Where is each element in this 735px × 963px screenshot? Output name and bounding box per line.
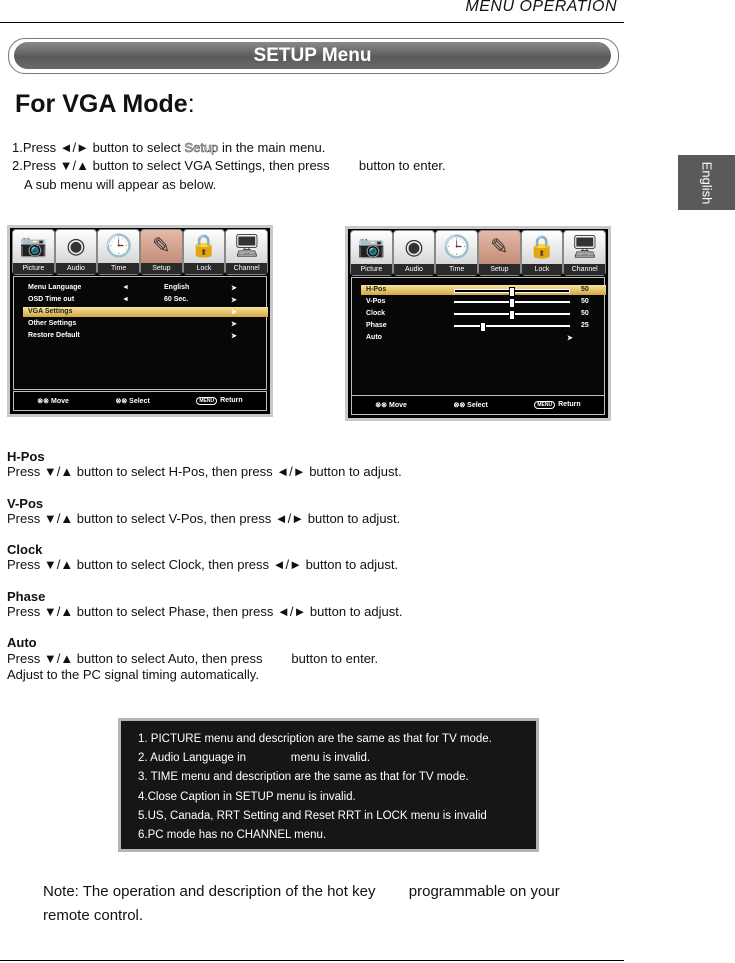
right-arrow-icon: ➤ — [231, 285, 237, 292]
language-tab: English — [678, 155, 735, 210]
menu-osd-value: 60 Sec. — [164, 296, 189, 303]
lock-icon: 🔒 — [528, 234, 556, 259]
clock-value: 50 — [581, 310, 589, 317]
section-title-clock: Clock — [7, 542, 43, 557]
camera-icon: 📷 — [19, 233, 48, 258]
menu-item-language[interactable]: Menu Language — [28, 284, 82, 291]
vpos-slider[interactable] — [454, 301, 570, 303]
hpos-slider[interactable] — [454, 289, 570, 293]
tab-audio[interactable]: ◉ Audio — [393, 230, 436, 276]
tab-channel[interactable]: 🖥 Channel — [225, 229, 268, 275]
nav-updown-icon: ⊗⊗ — [37, 398, 51, 405]
section-body-auto: Press ▼/▲ button to select Auto, then press button to enter. — [7, 651, 379, 666]
menu-tab-row — [12, 229, 268, 275]
section-body-phase: Press ▼/▲ button to select Phase, then press ◄/► button to adjust. — [7, 604, 403, 619]
menu-item-hpos[interactable]: H-Pos — [366, 286, 387, 293]
note-line-6: 6.PC mode has no CHANNEL menu. — [138, 829, 327, 841]
footer-rule — [0, 960, 624, 961]
slider-knob[interactable] — [480, 322, 486, 332]
right-arrow-icon: ➤ — [231, 297, 237, 304]
monitor-icon: 🖥 — [570, 234, 599, 259]
setup-icon: ✎ — [490, 234, 509, 259]
note-line-2: 2. Audio Language in menu is invalid. — [138, 752, 371, 764]
section-body-clock: Press ▼/▲ button to select Clock, then press ◄/► button to adjust. — [7, 557, 399, 572]
menu-item-other-settings[interactable]: Other Settings — [28, 320, 77, 327]
menu-footer: ⊗⊗ Move ⊗⊗ Select MENU Return — [13, 391, 267, 411]
menu-item-vga-settings[interactable]: VGA Settings — [28, 308, 73, 315]
vpos-value: 50 — [581, 298, 589, 305]
menu-item-osd-timeout[interactable]: OSD Time out — [28, 296, 75, 303]
section-title-auto: Auto — [7, 635, 37, 650]
clock-icon: 🕒 — [442, 234, 471, 259]
menu-item-auto[interactable]: Auto — [366, 334, 382, 341]
vga-settings-list — [351, 277, 605, 396]
section-title-phase: Phase — [7, 589, 46, 604]
section-body-auto-2: Adjust to the PC signal timing automatically. — [7, 667, 259, 682]
menu-language-value: English — [164, 284, 190, 291]
menu-footer: ⊗⊗ Move ⊗⊗ Select MENU Return — [351, 395, 605, 415]
tab-channel[interactable]: 🖥 Channel — [563, 230, 606, 276]
menu-item-vpos[interactable]: V-Pos — [366, 298, 386, 305]
note-line-4: 4.Close Caption in SETUP menu is invalid. — [138, 791, 356, 803]
page-header: MENU OPERATION — [465, 0, 617, 15]
note-line-1: 1. PICTURE menu and description are the same as that for TV mode. — [138, 733, 492, 745]
note-line-5: 5.US, Canada, RRT Setting and Reset RRT in LOCK menu is invalid — [138, 810, 487, 822]
step-note: A sub menu will appear as below. — [24, 177, 217, 192]
nav-leftright-icon: ⊗⊗ — [453, 402, 468, 409]
section-title-vpos: V-Pos — [7, 496, 44, 511]
clock-icon: 🕒 — [104, 233, 133, 258]
setup-menu-screen — [7, 225, 273, 417]
tab-lock[interactable]: 🔒 Lock — [521, 230, 564, 276]
monitor-icon: 🖥 — [232, 233, 261, 258]
setup-menu-list — [13, 276, 267, 390]
step-2: 2.Press ▼/▲ button to select VGA Settings, then press button to enter. — [12, 158, 446, 173]
tab-picture[interactable]: 📷 Picture — [350, 230, 393, 276]
menu-item-phase[interactable]: Phase — [366, 322, 387, 329]
clock-slider[interactable] — [454, 313, 570, 315]
nav-updown-icon: ⊗⊗ — [375, 402, 389, 409]
right-arrow-icon: ➤ — [567, 335, 573, 342]
right-arrow-icon: ➤ — [231, 333, 237, 340]
vga-settings-screen — [345, 226, 611, 421]
menu-item-clock[interactable]: Clock — [366, 310, 386, 317]
phase-value: 25 — [581, 322, 589, 329]
notes-box — [118, 718, 539, 852]
section-title-hpos: H-Pos — [7, 449, 45, 464]
left-arrow-icon: ◄ — [122, 284, 129, 291]
header-rule — [0, 22, 624, 23]
left-arrow-icon: ◄ — [122, 296, 129, 303]
note-line-3: 3. TIME menu and description are the same as that for TV mode. — [138, 771, 469, 783]
speaker-icon: ◉ — [404, 234, 424, 259]
section-body-vpos: Press ▼/▲ button to select V-Pos, then press ◄/► button to adjust. — [7, 511, 401, 526]
right-arrow-icon: ➤ — [231, 309, 237, 316]
tab-time[interactable]: 🕒 Time — [97, 229, 140, 275]
slider-knob[interactable] — [509, 310, 515, 320]
vga-mode-title: For VGA Mode: — [15, 90, 195, 118]
speaker-icon: ◉ — [66, 233, 86, 258]
tab-setup[interactable]: ✎ Setup — [478, 230, 521, 276]
menu-tab-row — [350, 230, 606, 276]
step-1: 1.Press ◄/► button to select Setup in the main menu. — [12, 140, 326, 155]
slider-knob[interactable] — [509, 298, 515, 308]
hotkey-note: Note: The operation and description of the hot key programmable on your remote control. — [43, 883, 560, 924]
section-body-hpos: Press ▼/▲ button to select H-Pos, then press ◄/► button to adjust. — [7, 464, 402, 479]
setup-icon: ✎ — [152, 233, 171, 258]
menu-key-icon: MENU — [534, 401, 555, 409]
phase-slider[interactable] — [454, 325, 570, 327]
tab-audio[interactable]: ◉ Audio — [55, 229, 98, 275]
section-banner: SETUP Menu — [14, 42, 611, 69]
lock-icon: 🔒 — [190, 233, 218, 258]
right-arrow-icon: ➤ — [231, 321, 237, 328]
tab-setup[interactable]: ✎ Setup — [140, 229, 183, 275]
tab-time[interactable]: 🕒 Time — [435, 230, 478, 276]
slider-knob[interactable] — [509, 287, 515, 297]
tab-lock[interactable]: 🔒 Lock — [183, 229, 226, 275]
tab-picture[interactable]: 📷 Picture — [12, 229, 55, 275]
menu-item-restore-default[interactable]: Restore Default — [28, 332, 80, 339]
nav-leftright-icon: ⊗⊗ — [115, 398, 130, 405]
menu-key-icon: MENU — [196, 397, 217, 405]
camera-icon: 📷 — [357, 234, 386, 259]
hpos-value: 50 — [581, 286, 589, 293]
